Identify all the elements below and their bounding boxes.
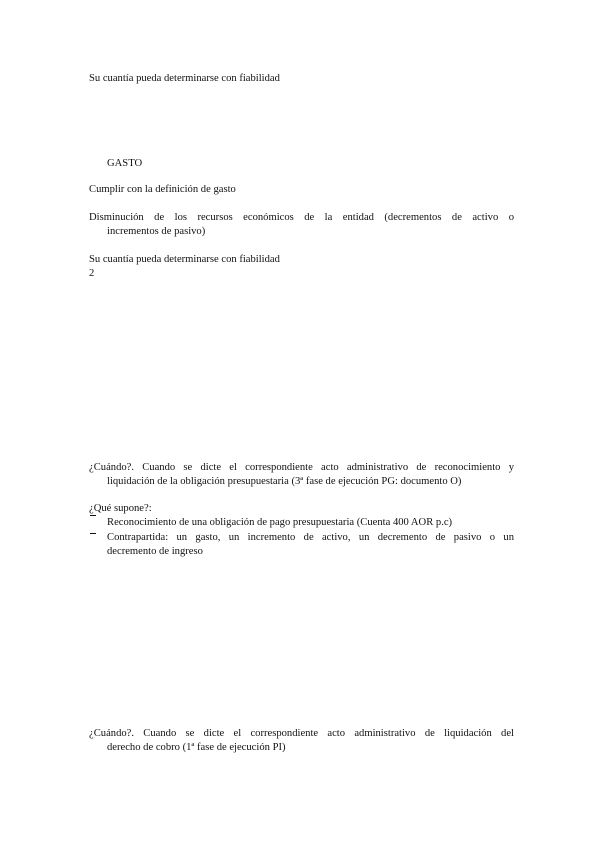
gasto-heading: GASTO <box>107 158 143 169</box>
gasto-disminucion-line1: Disminución de los recursos económicos de la entidad (decrementos de activo o <box>89 212 514 223</box>
gasto-disminucion-line2: incrementos de pasivo) <box>107 226 206 237</box>
fiabilidad-criterion-text: Su cuantía pueda determinarse con fiabilidad <box>89 73 280 84</box>
gasto-fiabilidad-text: Su cuantía pueda determinarse con fiabilidad <box>89 254 280 265</box>
bullet-contrapartida-line1: Contrapartida: un gasto, un incremento de activo, un decremento de pasivo o un <box>107 532 514 543</box>
obligacion-cuando-line2: liquidación de la obligación presupuestaria (3ª fase de ejecución PG: documento O) <box>107 476 462 487</box>
bullet-dash-icon <box>90 533 96 534</box>
derecho-cuando-line2: derecho de cobro (1ª fase de ejecución PI) <box>107 742 286 753</box>
footnote-number: 2 <box>89 268 95 279</box>
bullet-contrapartida-line2: decremento de ingreso <box>107 546 203 557</box>
obligacion-cuando-line1: ¿Cuándo?. Cuando se dicte el correspondiente acto administrativo de reconocimiento y <box>89 462 514 473</box>
bullet-reconocimiento-text: Reconocimiento de una obligación de pago presupuestaria (Cuenta 400 AOR p.c) <box>107 517 453 528</box>
derecho-cuando-line1: ¿Cuándo?. Cuando se dicte el correspondiente acto administrativo de liquidación del <box>89 728 514 739</box>
gasto-definition-text: Cumplir con la definición de gasto <box>89 184 236 195</box>
bullet-dash-icon <box>90 515 96 516</box>
que-supone-label: ¿Qué supone?: <box>89 503 152 514</box>
